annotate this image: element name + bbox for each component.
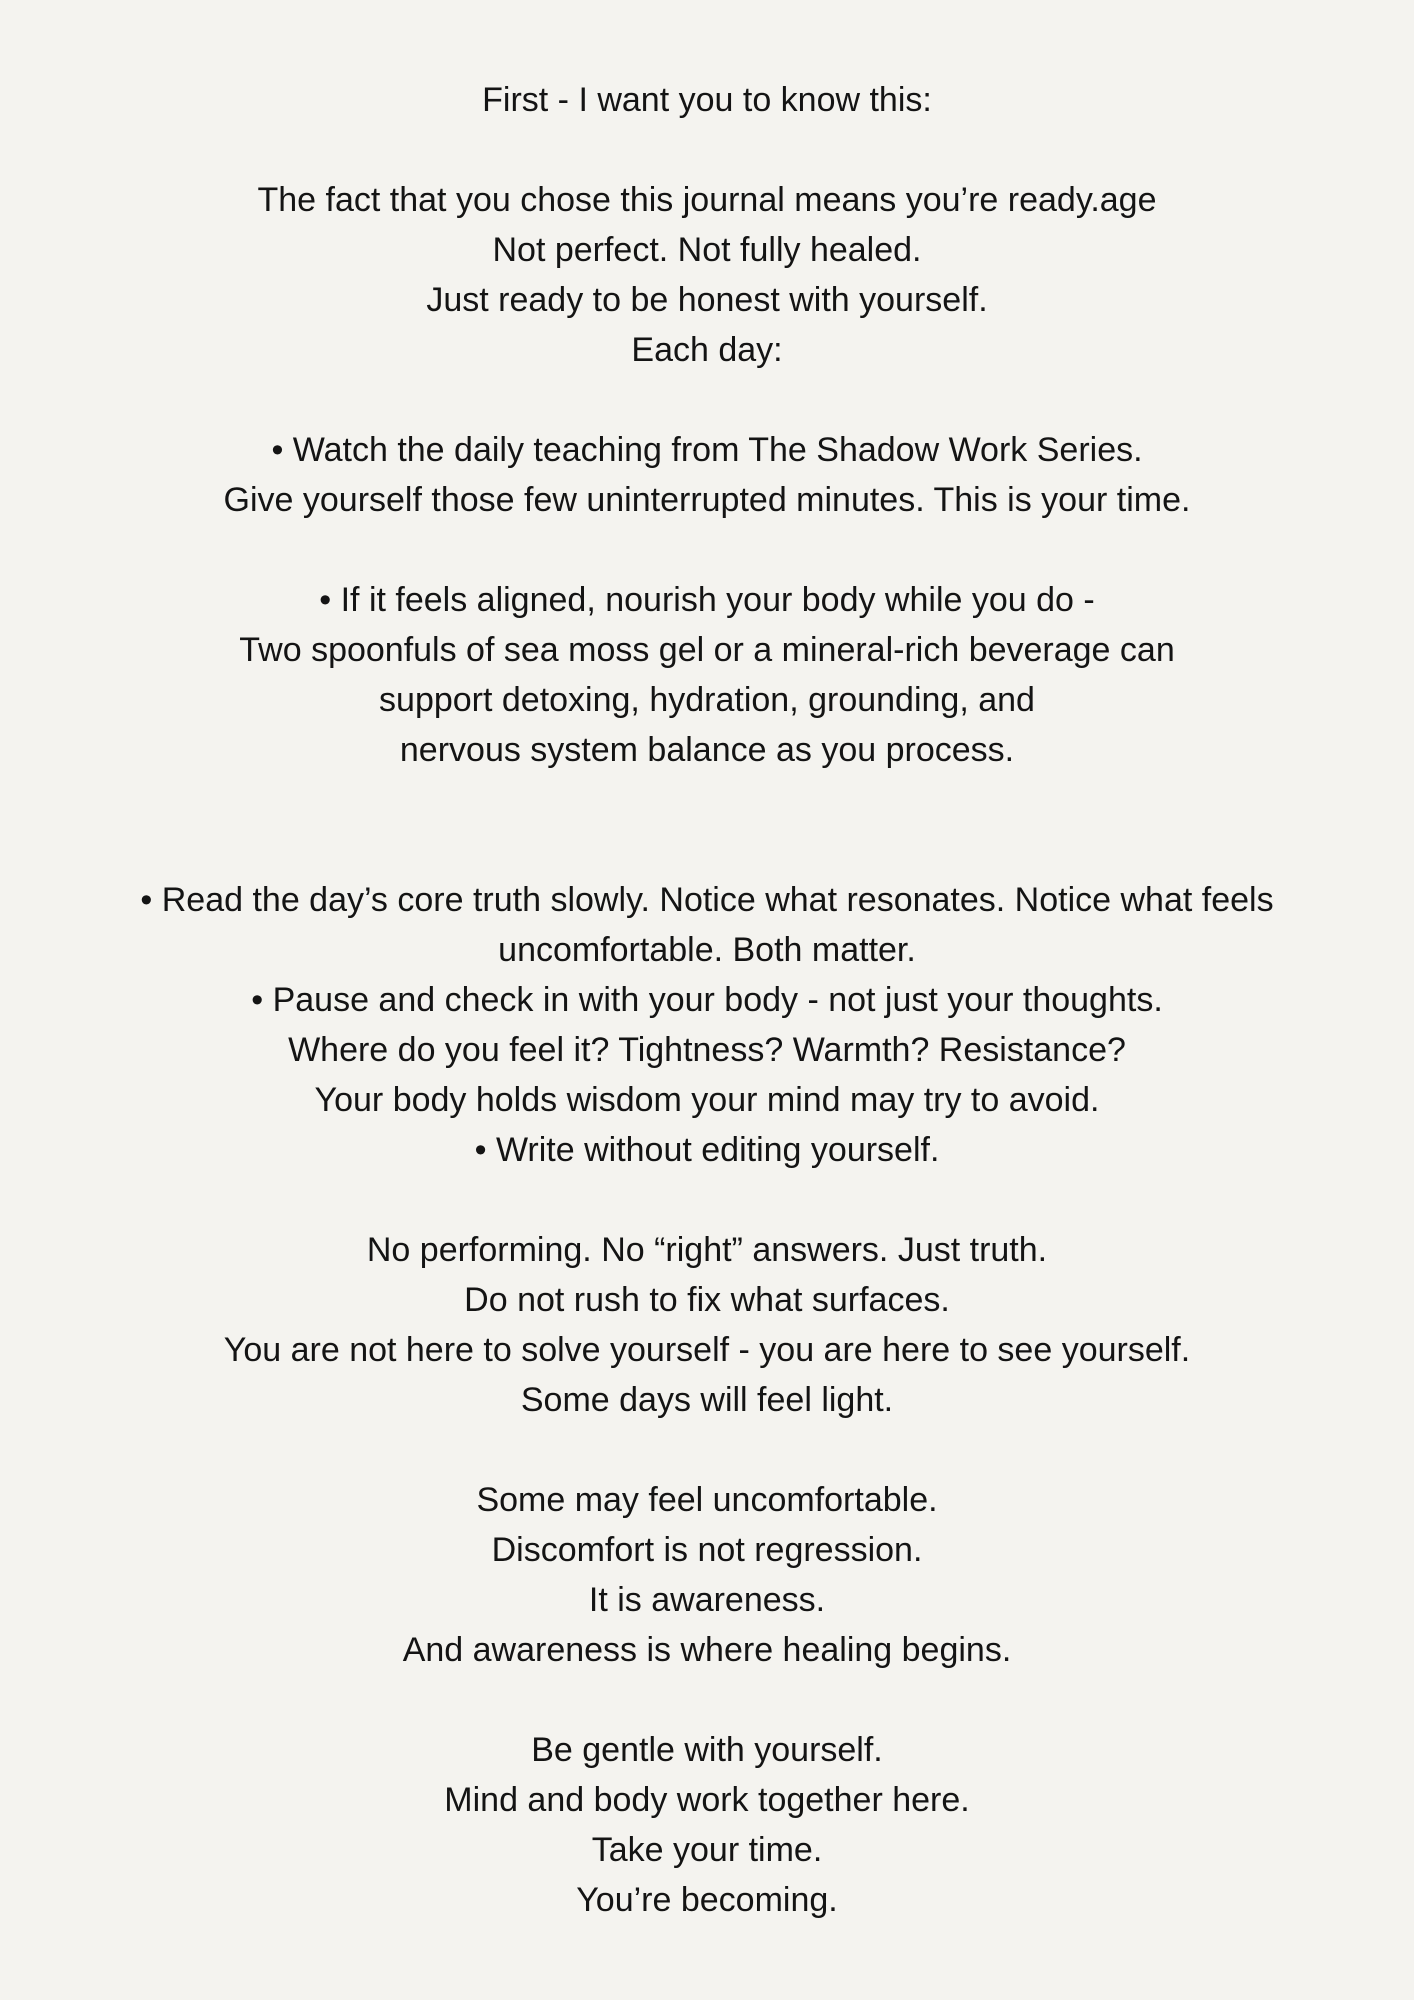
section-spacing-large [0, 775, 1414, 875]
daily-practice-line: uncomfortable. Both matter. [498, 931, 916, 969]
watch-teaching-line: • Watch the daily teaching from The Shadow Work Series. [271, 431, 1143, 469]
nourish-line: nervous system balance as you process. [399, 731, 1015, 769]
intro-line: The fact that you chose this journal means you’re ready.age [257, 181, 1157, 219]
page-heading [0, 75, 1414, 125]
awareness-line: And awareness is where healing begins. [402, 1631, 1012, 1669]
closing-section [0, 1725, 1414, 1925]
section-spacing [0, 1175, 1414, 1225]
daily-practice-line: • Pause and check in with your body - not just your thoughts. [251, 981, 1163, 1019]
intro-line: Not perfect. Not fully healed. [492, 231, 922, 269]
closing-line: Mind and body work together here. [444, 1781, 970, 1819]
heading-line: First - I want you to know this: [482, 81, 932, 119]
daily-practice-line: Your body holds wisdom your mind may try to avoid. [314, 1081, 1100, 1119]
closing-line: You’re becoming. [576, 1881, 838, 1919]
closing-line: Take your time. [591, 1831, 823, 1869]
section-spacing [0, 1425, 1414, 1475]
nourish-section [0, 575, 1414, 775]
closing-line: Be gentle with yourself. [531, 1731, 883, 1769]
awareness-line: Discomfort is not regression. [491, 1531, 923, 1569]
section-spacing [0, 125, 1414, 175]
awareness-line: It is awareness. [588, 1581, 826, 1619]
introduction-section [0, 175, 1414, 375]
truth-line: You are not here to solve yourself - you are here to see yourself. [223, 1331, 1191, 1369]
section-spacing [0, 1675, 1414, 1725]
watch-teaching-line: Give yourself those few uninterrupted minutes. This is your time. [223, 481, 1191, 519]
nourish-line: support detoxing, hydration, grounding, and [379, 681, 1035, 719]
truth-section [0, 1225, 1414, 1425]
truth-line: Some days will feel light. [520, 1381, 894, 1419]
nourish-line: Two spoonfuls of sea moss gel or a mineral-rich beverage can [239, 631, 1175, 669]
watch-teaching-section [0, 425, 1414, 525]
intro-line: Each day: [631, 331, 783, 369]
section-spacing [0, 375, 1414, 425]
daily-practice-line: • Read the day’s core truth slowly. Notice what resonates. Notice what feels [140, 881, 1274, 919]
awareness-section [0, 1475, 1414, 1675]
awareness-line: Some may feel uncomfortable. [476, 1481, 938, 1519]
daily-practice-section [0, 875, 1414, 1175]
nourish-line: • If it feels aligned, nourish your body while you do - [319, 581, 1095, 619]
daily-practice-line: Where do you feel it? Tightness? Warmth? Resistance? [288, 1031, 1126, 1069]
truth-line: Do not rush to fix what surfaces. [464, 1281, 950, 1319]
daily-practice-line: • Write without editing yourself. [474, 1131, 940, 1169]
truth-line: No performing. No “right” answers. Just truth. [366, 1231, 1048, 1269]
intro-line: Just ready to be honest with yourself. [426, 281, 988, 319]
section-spacing [0, 525, 1414, 575]
